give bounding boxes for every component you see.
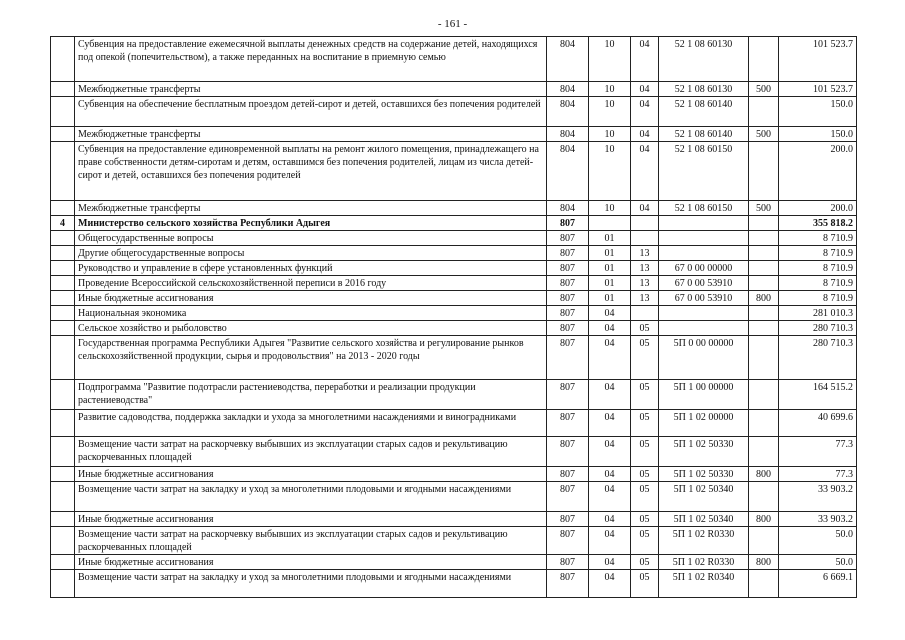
row-number-cell: [51, 246, 75, 261]
section-code-cell: 04: [589, 555, 631, 570]
section-code-cell: 04: [589, 482, 631, 512]
page-number: - 161 -: [437, 18, 468, 30]
row-number-cell: [51, 142, 75, 201]
target-article-cell: 67 0 00 53910: [659, 276, 749, 291]
item-name-cell: Межбюджетные трансферты: [75, 201, 547, 216]
section-code-cell: 01: [589, 261, 631, 276]
row-number-cell: [51, 467, 75, 482]
section-code-cell: 10: [589, 97, 631, 127]
item-name-cell: Иные бюджетные ассигнования: [75, 555, 547, 570]
item-name-cell: Субвенция на предоставление единовременной выплаты на ремонт жилого помещения, принадлежащего на праве собственности детям-сиротам и детям, оставшимся без попечения родителей, лицам из числа детей-сирот и детей, оставшихся без попечения родителей: [75, 142, 547, 201]
table-row: [51, 555, 857, 570]
item-name-cell: Подпрограмма "Развитие подотрасли растениеводства, переработки и реализации продукции растениеводства": [75, 380, 547, 410]
item-name-cell: Проведение Всероссийской сельскохозяйственной переписи в 2016 году: [75, 276, 547, 291]
amount-cell: 101 523.7: [779, 82, 857, 97]
item-name-cell: Возмещение части затрат на раскорчевку выбывших из эксплуатации старых садов и рекультивацию раскорчеванных площадей: [75, 527, 547, 555]
subsection-code-cell: [631, 231, 659, 246]
row-number-cell: [51, 437, 75, 467]
expense-type-cell: [749, 570, 779, 598]
table-row: [51, 127, 857, 142]
department-code-cell: 807: [547, 321, 589, 336]
budget-table: [50, 36, 857, 598]
expense-type-cell: [749, 142, 779, 201]
table-row: [51, 437, 857, 467]
row-number-cell: 4: [51, 216, 75, 231]
amount-cell: 200.0: [779, 142, 857, 201]
table-row: [51, 82, 857, 97]
row-number-cell: [51, 231, 75, 246]
expense-type-cell: [749, 306, 779, 321]
subsection-code-cell: 04: [631, 142, 659, 201]
subsection-code-cell: 05: [631, 336, 659, 380]
department-code-cell: 804: [547, 142, 589, 201]
section-code-cell: 04: [589, 380, 631, 410]
row-number-cell: [51, 380, 75, 410]
expense-type-cell: 800: [749, 467, 779, 482]
row-number-cell: [51, 321, 75, 336]
department-code-cell: 807: [547, 261, 589, 276]
section-code-cell: 10: [589, 201, 631, 216]
target-article-cell: 52 1 08 60150: [659, 142, 749, 201]
table-row: [51, 336, 857, 380]
expense-type-cell: 800: [749, 291, 779, 306]
subsection-code-cell: 04: [631, 37, 659, 82]
item-name-cell: Межбюджетные трансферты: [75, 82, 547, 97]
amount-cell: 200.0: [779, 201, 857, 216]
row-number-cell: [51, 482, 75, 512]
item-name-cell: Руководство и управление в сфере установленных функций: [75, 261, 547, 276]
row-number-cell: [51, 276, 75, 291]
expense-type-cell: [749, 276, 779, 291]
department-code-cell: 804: [547, 97, 589, 127]
department-code-cell: 807: [547, 482, 589, 512]
row-number-cell: [51, 82, 75, 97]
table-row: [51, 261, 857, 276]
table-row: [51, 231, 857, 246]
department-code-cell: 807: [547, 570, 589, 598]
subsection-code-cell: 05: [631, 410, 659, 437]
table-row: [51, 410, 857, 437]
target-article-cell: 52 1 08 60150: [659, 201, 749, 216]
section-code-cell: 01: [589, 291, 631, 306]
department-code-cell: 807: [547, 231, 589, 246]
item-name-cell: Возмещение части затрат на закладку и уход за многолетними плодовыми и ягодными насаждениями: [75, 570, 547, 598]
table-row: [51, 321, 857, 336]
expense-type-cell: [749, 437, 779, 467]
table-row: [51, 246, 857, 261]
target-article-cell: [659, 246, 749, 261]
target-article-cell: 5П 1 02 50340: [659, 482, 749, 512]
department-code-cell: 807: [547, 512, 589, 527]
table-row: [51, 380, 857, 410]
section-code-cell: [589, 216, 631, 231]
subsection-code-cell: 13: [631, 246, 659, 261]
expense-type-cell: [749, 246, 779, 261]
table-body: [51, 37, 857, 598]
expense-type-cell: [749, 216, 779, 231]
item-name-cell: Иные бюджетные ассигнования: [75, 291, 547, 306]
amount-cell: 77.3: [779, 467, 857, 482]
row-number-cell: [51, 127, 75, 142]
amount-cell: 50.0: [779, 555, 857, 570]
expense-type-cell: [749, 527, 779, 555]
amount-cell: 8 710.9: [779, 291, 857, 306]
department-code-cell: 807: [547, 291, 589, 306]
expense-type-cell: 800: [749, 555, 779, 570]
section-code-cell: 01: [589, 276, 631, 291]
expense-type-cell: 800: [749, 512, 779, 527]
item-name-cell: Иные бюджетные ассигнования: [75, 512, 547, 527]
department-code-cell: 807: [547, 380, 589, 410]
item-name-cell: Общегосударственные вопросы: [75, 231, 547, 246]
target-article-cell: 52 1 08 60140: [659, 127, 749, 142]
amount-cell: 8 710.9: [779, 261, 857, 276]
row-number-cell: [51, 291, 75, 306]
table-row: [51, 276, 857, 291]
table-row: [51, 570, 857, 598]
target-article-cell: [659, 231, 749, 246]
target-article-cell: 52 1 08 60130: [659, 37, 749, 82]
expense-type-cell: 500: [749, 127, 779, 142]
row-number-cell: [51, 37, 75, 82]
subsection-code-cell: 04: [631, 201, 659, 216]
amount-cell: 8 710.9: [779, 276, 857, 291]
subsection-code-cell: 05: [631, 512, 659, 527]
subsection-code-cell: 05: [631, 437, 659, 467]
row-number-cell: [51, 97, 75, 127]
subsection-code-cell: [631, 216, 659, 231]
amount-cell: 150.0: [779, 127, 857, 142]
row-number-cell: [51, 527, 75, 555]
target-article-cell: 52 1 08 60130: [659, 82, 749, 97]
expense-type-cell: [749, 321, 779, 336]
item-name-cell: Межбюджетные трансферты: [75, 127, 547, 142]
item-name-cell: Возмещение части затрат на закладку и уход за многолетними плодовыми и ягодными насаждениями: [75, 482, 547, 512]
department-code-cell: 807: [547, 467, 589, 482]
target-article-cell: 67 0 00 00000: [659, 261, 749, 276]
amount-cell: 40 699.6: [779, 410, 857, 437]
table-row: [51, 97, 857, 127]
amount-cell: 101 523.7: [779, 37, 857, 82]
department-code-cell: 807: [547, 276, 589, 291]
row-number-cell: [51, 306, 75, 321]
expense-type-cell: [749, 336, 779, 380]
target-article-cell: 5П 1 02 R0340: [659, 570, 749, 598]
target-article-cell: [659, 216, 749, 231]
subsection-code-cell: 05: [631, 555, 659, 570]
section-code-cell: 04: [589, 512, 631, 527]
item-name-cell: Субвенция на обеспечение бесплатным проездом детей-сирот и детей, оставшихся без попечения родителей: [75, 97, 547, 127]
section-code-cell: 04: [589, 527, 631, 555]
subsection-code-cell: 05: [631, 321, 659, 336]
target-article-cell: 5П 1 02 50330: [659, 437, 749, 467]
amount-cell: 33 903.2: [779, 512, 857, 527]
table-row: [51, 291, 857, 306]
section-code-cell: 10: [589, 82, 631, 97]
target-article-cell: [659, 321, 749, 336]
department-code-cell: 804: [547, 82, 589, 97]
table-row: [51, 216, 857, 231]
table-row: [51, 37, 857, 82]
item-name-cell: Иные бюджетные ассигнования: [75, 467, 547, 482]
expense-type-cell: [749, 261, 779, 276]
section-code-cell: 10: [589, 127, 631, 142]
row-number-cell: [51, 410, 75, 437]
expense-type-cell: [749, 97, 779, 127]
target-article-cell: 5П 1 00 00000: [659, 380, 749, 410]
amount-cell: 280 710.3: [779, 336, 857, 380]
subsection-code-cell: 05: [631, 482, 659, 512]
amount-cell: 77.3: [779, 437, 857, 467]
subsection-code-cell: 04: [631, 127, 659, 142]
subsection-code-cell: [631, 306, 659, 321]
table-row: [51, 201, 857, 216]
table-row: [51, 142, 857, 201]
subsection-code-cell: 04: [631, 82, 659, 97]
section-code-cell: 04: [589, 410, 631, 437]
expense-type-cell: [749, 380, 779, 410]
section-code-cell: 10: [589, 142, 631, 201]
item-name-cell: Государственная программа Республики Адыгея "Развитие сельского хозяйства и регулирование рынков сельскохозяйственной продукции, сырья и продовольствия" на 2013 - 2020 годы: [75, 336, 547, 380]
department-code-cell: 807: [547, 336, 589, 380]
subsection-code-cell: 04: [631, 97, 659, 127]
subsection-code-cell: 05: [631, 527, 659, 555]
table-row: [51, 467, 857, 482]
section-code-cell: 04: [589, 437, 631, 467]
section-code-cell: 04: [589, 467, 631, 482]
item-name-cell: Другие общегосударственные вопросы: [75, 246, 547, 261]
section-code-cell: 04: [589, 321, 631, 336]
expense-type-cell: 500: [749, 201, 779, 216]
item-name-cell: Министерство сельского хозяйства Республики Адыгея: [75, 216, 547, 231]
section-code-cell: 04: [589, 336, 631, 380]
amount-cell: 280 710.3: [779, 321, 857, 336]
item-name-cell: Сельское хозяйство и рыболовство: [75, 321, 547, 336]
section-code-cell: 04: [589, 570, 631, 598]
amount-cell: 50.0: [779, 527, 857, 555]
subsection-code-cell: 05: [631, 380, 659, 410]
table-row: [51, 512, 857, 527]
expense-type-cell: [749, 37, 779, 82]
department-code-cell: 804: [547, 127, 589, 142]
expense-type-cell: 500: [749, 82, 779, 97]
row-number-cell: [51, 261, 75, 276]
table-row: [51, 527, 857, 555]
department-code-cell: 807: [547, 306, 589, 321]
department-code-cell: 804: [547, 201, 589, 216]
amount-cell: 281 010.3: [779, 306, 857, 321]
target-article-cell: 5П 1 02 R0330: [659, 527, 749, 555]
department-code-cell: 804: [547, 37, 589, 82]
department-code-cell: 807: [547, 246, 589, 261]
section-code-cell: 01: [589, 231, 631, 246]
amount-cell: 355 818.2: [779, 216, 857, 231]
section-code-cell: 01: [589, 246, 631, 261]
row-number-cell: [51, 336, 75, 380]
target-article-cell: 5П 1 02 50340: [659, 512, 749, 527]
target-article-cell: [659, 306, 749, 321]
row-number-cell: [51, 570, 75, 598]
subsection-code-cell: 05: [631, 570, 659, 598]
target-article-cell: 67 0 00 53910: [659, 291, 749, 306]
table-row: [51, 306, 857, 321]
target-article-cell: 5П 1 02 50330: [659, 467, 749, 482]
row-number-cell: [51, 512, 75, 527]
expense-type-cell: [749, 482, 779, 512]
department-code-cell: 807: [547, 216, 589, 231]
department-code-cell: 807: [547, 527, 589, 555]
target-article-cell: 5П 1 02 R0330: [659, 555, 749, 570]
subsection-code-cell: 13: [631, 276, 659, 291]
item-name-cell: Национальная экономика: [75, 306, 547, 321]
section-code-cell: 10: [589, 37, 631, 82]
item-name-cell: Субвенция на предоставление ежемесячной выплаты денежных средств на содержание детей, находящихся под опекой (попечительством), а также переданных на воспитание в приемную семью: [75, 37, 547, 82]
row-number-cell: [51, 555, 75, 570]
item-name-cell: Возмещение части затрат на раскорчевку выбывших из эксплуатации старых садов и рекультивацию раскорчеванных площадей: [75, 437, 547, 467]
department-code-cell: 807: [547, 437, 589, 467]
department-code-cell: 807: [547, 410, 589, 437]
expense-type-cell: [749, 410, 779, 437]
table-row: [51, 482, 857, 512]
subsection-code-cell: 13: [631, 261, 659, 276]
amount-cell: 8 710.9: [779, 231, 857, 246]
section-code-cell: 04: [589, 306, 631, 321]
item-name-cell: Развитие садоводства, поддержка закладки и ухода за многолетними насаждениями и виноградниками: [75, 410, 547, 437]
amount-cell: 6 669.1: [779, 570, 857, 598]
subsection-code-cell: 13: [631, 291, 659, 306]
amount-cell: 33 903.2: [779, 482, 857, 512]
target-article-cell: 5П 0 00 00000: [659, 336, 749, 380]
expense-type-cell: [749, 231, 779, 246]
target-article-cell: 5П 1 02 00000: [659, 410, 749, 437]
amount-cell: 150.0: [779, 97, 857, 127]
row-number-cell: [51, 201, 75, 216]
target-article-cell: 52 1 08 60140: [659, 97, 749, 127]
department-code-cell: 807: [547, 555, 589, 570]
subsection-code-cell: 05: [631, 467, 659, 482]
amount-cell: 8 710.9: [779, 246, 857, 261]
amount-cell: 164 515.2: [779, 380, 857, 410]
